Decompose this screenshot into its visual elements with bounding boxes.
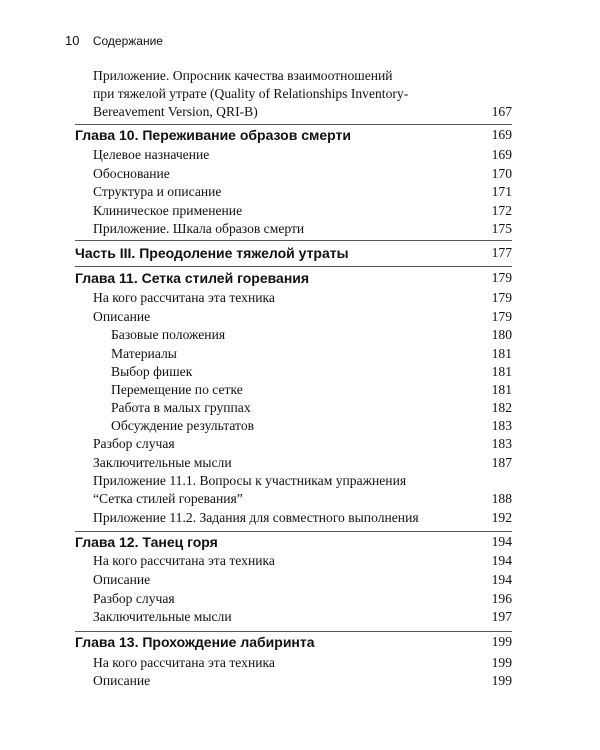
entry-title: Обоснование <box>93 166 170 181</box>
section-divider <box>75 631 512 632</box>
entry-page-number: 172 <box>491 203 512 218</box>
entry-title: Перемещение по сетке <box>111 382 243 397</box>
section-divider <box>75 240 512 241</box>
entry-page-number: 199 <box>491 634 512 649</box>
entry-page-number: 181 <box>491 364 512 379</box>
entry-page-number: 199 <box>491 655 512 670</box>
entry-page-number: 199 <box>491 673 512 688</box>
entry-page-number: 180 <box>491 327 512 342</box>
entry-page-number: 196 <box>491 591 512 606</box>
entry-page-number: 194 <box>491 572 512 587</box>
entry-title: Обсуждение результатов <box>111 418 255 433</box>
entry-page-number: 194 <box>491 553 512 568</box>
entry-page-number: 169 <box>491 147 512 162</box>
entry-title: Разбор случая <box>93 591 175 606</box>
entry-page-number: 167 <box>491 104 512 119</box>
section-divider <box>75 124 512 125</box>
section-title: Содержание <box>92 34 163 48</box>
entry-title: Целевое назначение <box>93 147 210 162</box>
section-divider <box>75 531 512 532</box>
running-head <box>65 33 163 48</box>
entry-title: Работа в малых группах <box>111 400 251 415</box>
entry-title: Материалы <box>111 346 177 361</box>
entry-title: Заключительные мысли <box>93 609 232 624</box>
entry-page-number: 187 <box>491 455 512 470</box>
entry-title: Описание <box>93 673 151 688</box>
entry-page-number: 170 <box>491 166 512 181</box>
entry-title: На кого рассчитана эта техника <box>93 655 275 670</box>
entry-title: Разбор случая <box>93 436 175 451</box>
entry-title: Заключительные мысли <box>93 455 232 470</box>
entry-page-number: 175 <box>491 221 512 236</box>
entry-page-number: 188 <box>491 491 512 506</box>
entry-title: Часть III. Преодоление тяжелой утраты <box>75 245 349 261</box>
entry-page-number: 183 <box>491 418 512 433</box>
entry-page-number: 179 <box>491 309 512 324</box>
entry-page-number: 179 <box>491 270 512 285</box>
entry-page-number: 181 <box>491 346 512 361</box>
entry-page-number: 197 <box>491 609 512 624</box>
entry-title: Приложение. Шкала образов смерти <box>93 221 305 236</box>
entry-page-number: 182 <box>491 400 512 415</box>
entry-title: На кого рассчитана эта техника <box>93 553 275 568</box>
entry-page-number: 171 <box>491 184 512 199</box>
page-number: 10 <box>65 33 80 48</box>
entry-page-number: 181 <box>491 382 512 397</box>
entry-page-number: 177 <box>491 245 512 260</box>
entry-page-number: 179 <box>491 290 512 305</box>
entry-title: Описание <box>93 572 151 587</box>
entry-title: при тяжелой утрате (Quality of Relationships Inventory- <box>93 86 409 101</box>
entry-title: Приложение. Опросник качества взаимоотношений <box>93 68 393 83</box>
entry-title: Глава 13. Прохождение лабиринта <box>75 634 315 650</box>
entry-title: Глава 10. Переживание образов смерти <box>75 127 351 143</box>
entry-title: Базовые положения <box>111 327 226 342</box>
entry-title: “Сетка стилей горевания” <box>93 491 243 506</box>
section-divider <box>75 266 512 267</box>
entry-page-number: 194 <box>491 534 512 549</box>
entry-title: Глава 11. Сетка стилей горевания <box>75 270 310 286</box>
entry-page-number: 183 <box>491 436 512 451</box>
entry-title: Bereavement Version, QRI-B) <box>93 104 258 119</box>
entry-title: На кого рассчитана эта техника <box>93 290 275 305</box>
entry-title: Описание <box>93 309 151 324</box>
entry-title: Клиническое применение <box>93 203 243 218</box>
entry-page-number: 192 <box>491 510 512 525</box>
entry-title: Приложение 11.2. Задания для совместного выполнения <box>93 510 419 525</box>
entry-title: Приложение 11.1. Вопросы к участникам упражнения <box>93 473 407 488</box>
entry-title: Глава 12. Танец горя <box>75 534 218 550</box>
entry-title: Выбор фишек <box>111 364 193 379</box>
entry-title: Структура и описание <box>93 184 222 199</box>
entry-page-number: 169 <box>491 127 512 142</box>
